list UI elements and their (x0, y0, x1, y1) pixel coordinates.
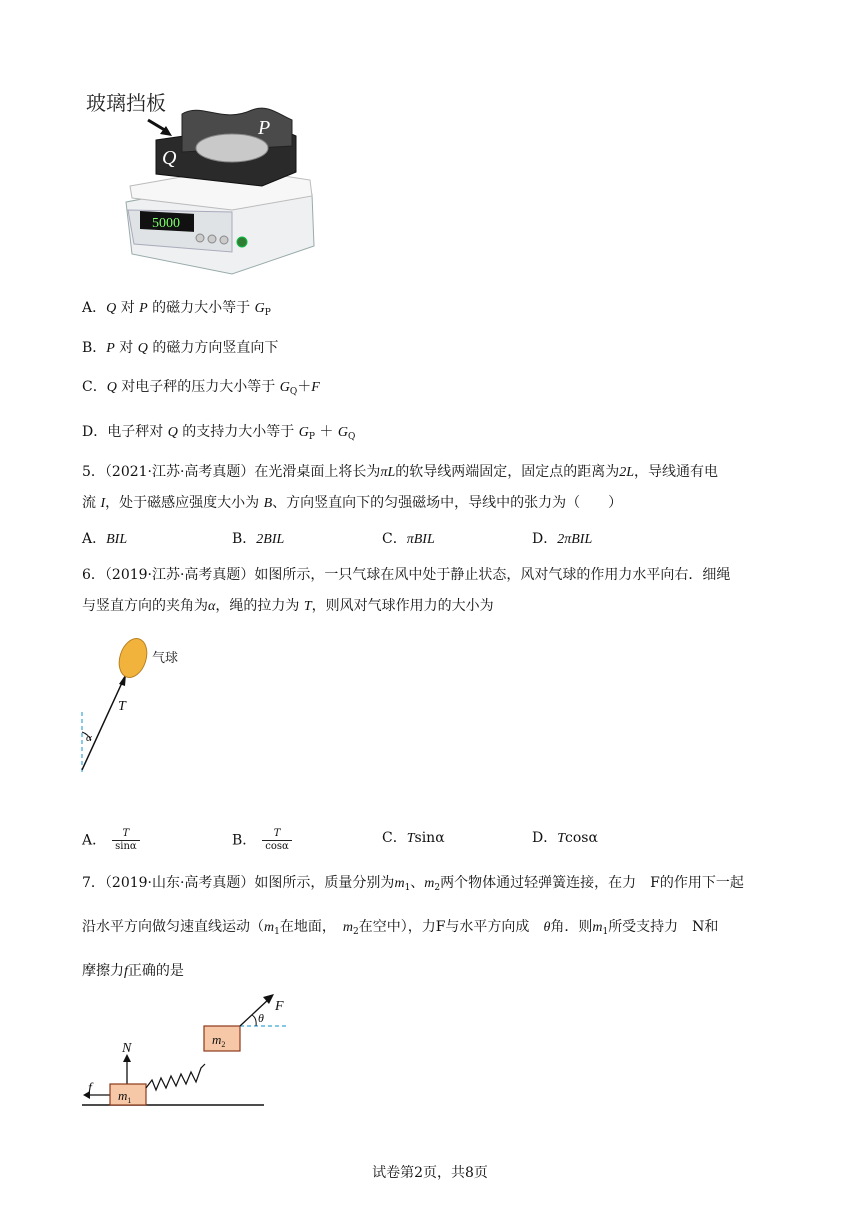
symbol: B (263, 496, 273, 511)
q7-stem-line2 (82, 917, 718, 942)
q5-option-a (82, 529, 127, 550)
question-text: ，绳的拉力为 (215, 598, 304, 614)
symbol: G (298, 425, 309, 440)
question-text: 与竖直方向的夹角为 (82, 598, 208, 614)
option-letter: D． (532, 830, 558, 846)
block-m1-label: $m_1$ (118, 1088, 132, 1105)
denominator: sinα (115, 841, 137, 852)
label-q: Q (162, 147, 177, 169)
option-text: 对 (114, 340, 138, 356)
option-letter: C． (82, 379, 107, 395)
q6-option-a (82, 828, 140, 853)
q6-stem-line2 (82, 596, 494, 617)
symbol: πL (380, 465, 396, 480)
normal-label: N (122, 1041, 132, 1056)
symbol: I (100, 496, 106, 511)
option-value: BIL (106, 532, 128, 547)
q4-option-b (82, 338, 278, 359)
symbol: Q (167, 425, 178, 440)
question-text: 5．（2021·江苏·高考真题）在光滑桌面上将长为 (82, 464, 381, 480)
symbol: f (124, 964, 128, 979)
symbol: m (264, 920, 275, 935)
tension-label: T (118, 699, 126, 714)
option-text: 对 (116, 300, 140, 316)
q4-option-d (82, 422, 355, 447)
glass-baffle-caption: 玻璃挡板 (86, 93, 166, 115)
question-text: 两个物体通过轻弹簧连接，在力 F的作用下一起 (440, 875, 744, 891)
symbol: Q (106, 301, 117, 316)
subscript: 1 (404, 883, 411, 893)
option-value: 2BIL (256, 532, 285, 547)
question-text: 角．则 (550, 919, 593, 935)
scale-display-value: 5000 (152, 216, 180, 231)
symbol: G (337, 425, 348, 440)
symbol: m (592, 920, 603, 935)
theta-arc (252, 1015, 256, 1026)
denominator: cosα (265, 841, 289, 852)
q6-option-d (532, 828, 598, 849)
question-text: 摩擦力 (82, 963, 124, 979)
option-letter: B． (82, 340, 107, 356)
balloon-label: 气球 (152, 650, 179, 665)
symbol: 2L (619, 465, 635, 480)
q5-option-c (382, 529, 435, 550)
symbol: T (406, 831, 415, 846)
question-text: 流 (82, 495, 101, 511)
option-letter: C． (382, 830, 407, 846)
q5-option-d (532, 529, 592, 550)
string-line (82, 674, 126, 770)
symbol: P (106, 341, 115, 356)
symbol: m (394, 876, 405, 891)
scale-button (208, 235, 216, 243)
subscript: P (308, 432, 315, 442)
subscript: 2 (352, 927, 359, 937)
question-text: ，导线通有电 (634, 464, 719, 480)
q7-stem-line1 (82, 873, 744, 898)
question-text: 正确的是 (127, 963, 184, 979)
symbol: G (254, 301, 265, 316)
subscript: 1 (274, 927, 280, 937)
option-value: 2πBIL (557, 532, 593, 547)
question-text: ，处于磁感应强度大小为 (105, 495, 264, 511)
option-text: 电子秤对 (107, 424, 168, 440)
option-text: 的磁力方向竖直向下 (147, 340, 279, 356)
symbol: T (557, 831, 566, 846)
option-value: πBIL (406, 532, 435, 547)
option-letter: A． (82, 531, 107, 547)
q6-stem-line1: 6．（2019·江苏·高考真题）如图所示，一只气球在风中处于静止状态，风对气球的作用力水平向右．细绳 (82, 567, 731, 583)
fraction (262, 828, 292, 853)
question-text: 在地面， (279, 919, 343, 935)
question-text: 7．（2019·山东·高考真题）如图所示，质量分别为 (82, 875, 395, 891)
q4-option-a (82, 298, 271, 323)
q4-option-c (82, 377, 320, 402)
symbol: m (342, 920, 353, 935)
force-f-arrow (240, 998, 270, 1026)
subscript: 2 (434, 883, 441, 893)
question-text: 、 (410, 875, 425, 891)
scale-button (220, 236, 228, 244)
symbol: T (303, 599, 312, 614)
scale-figure (82, 84, 322, 280)
symbol: Q (137, 341, 148, 356)
numerator: T (112, 828, 140, 841)
subscript: 1 (602, 927, 609, 937)
q5-stem-line2 (82, 493, 622, 514)
balloon (114, 635, 151, 681)
question-text: 的软导线两端固定，固定点的距离为 (395, 464, 620, 480)
subscript: Q (289, 387, 298, 397)
symbol: m (424, 876, 435, 891)
q5-option-b (232, 529, 284, 550)
question-text: 所受支持力 N和 (608, 919, 719, 935)
question-text: 在空中），力F与水平方向成 (358, 919, 544, 935)
symbol: F (311, 380, 320, 395)
alpha-label: α (86, 732, 92, 744)
option-letter: A． (82, 300, 107, 316)
option-letter: B． (232, 832, 257, 849)
option-letter: D． (82, 424, 108, 440)
option-text: ＋ (297, 379, 312, 395)
q6-option-b (232, 828, 292, 853)
fraction (112, 828, 140, 853)
question-text: 、方向竖直向下的匀强磁场中，导线中的张力为（ ） (272, 495, 623, 511)
option-value: sinα (414, 830, 445, 846)
friction-label: f (88, 1081, 92, 1096)
block-m2-label: $m_2$ (212, 1032, 226, 1049)
symbol: θ (543, 920, 551, 935)
symbol: α (208, 599, 216, 614)
symbol: P (139, 301, 148, 316)
scale-power-button (237, 237, 247, 247)
spring (146, 1064, 205, 1090)
theta-label: θ (258, 1011, 264, 1025)
q7-stem-line3 (82, 961, 184, 982)
option-text: 对电子秤的压力大小等于 (116, 379, 280, 395)
force-f-label: F (275, 999, 284, 1014)
option-letter: B． (232, 531, 257, 547)
q5-stem-line1 (82, 462, 718, 483)
spring-blocks-figure (80, 988, 300, 1112)
option-letter: C． (382, 531, 407, 547)
scale-button (196, 234, 204, 242)
balloon-figure (78, 632, 208, 777)
page-footer: 试卷第2页，共8页 (372, 1165, 488, 1181)
numerator: T (262, 828, 292, 841)
symbol: G (279, 380, 290, 395)
q6-option-c (382, 828, 445, 849)
symbol: Q (106, 380, 117, 395)
option-letter: A． (82, 832, 107, 849)
option-text: 的支持力大小等于 (177, 424, 299, 440)
subscript: Q (347, 432, 356, 442)
subscript: P (264, 308, 271, 318)
option-text: 的磁力大小等于 (147, 300, 255, 316)
option-value: cosα (565, 830, 598, 846)
label-p: P (258, 117, 271, 139)
question-text: ，则风对气球作用力的大小为 (311, 598, 494, 614)
option-text: ＋ (314, 424, 338, 440)
question-text: 沿水平方向做匀速直线运动（ (82, 919, 264, 935)
option-letter: D． (532, 531, 558, 547)
